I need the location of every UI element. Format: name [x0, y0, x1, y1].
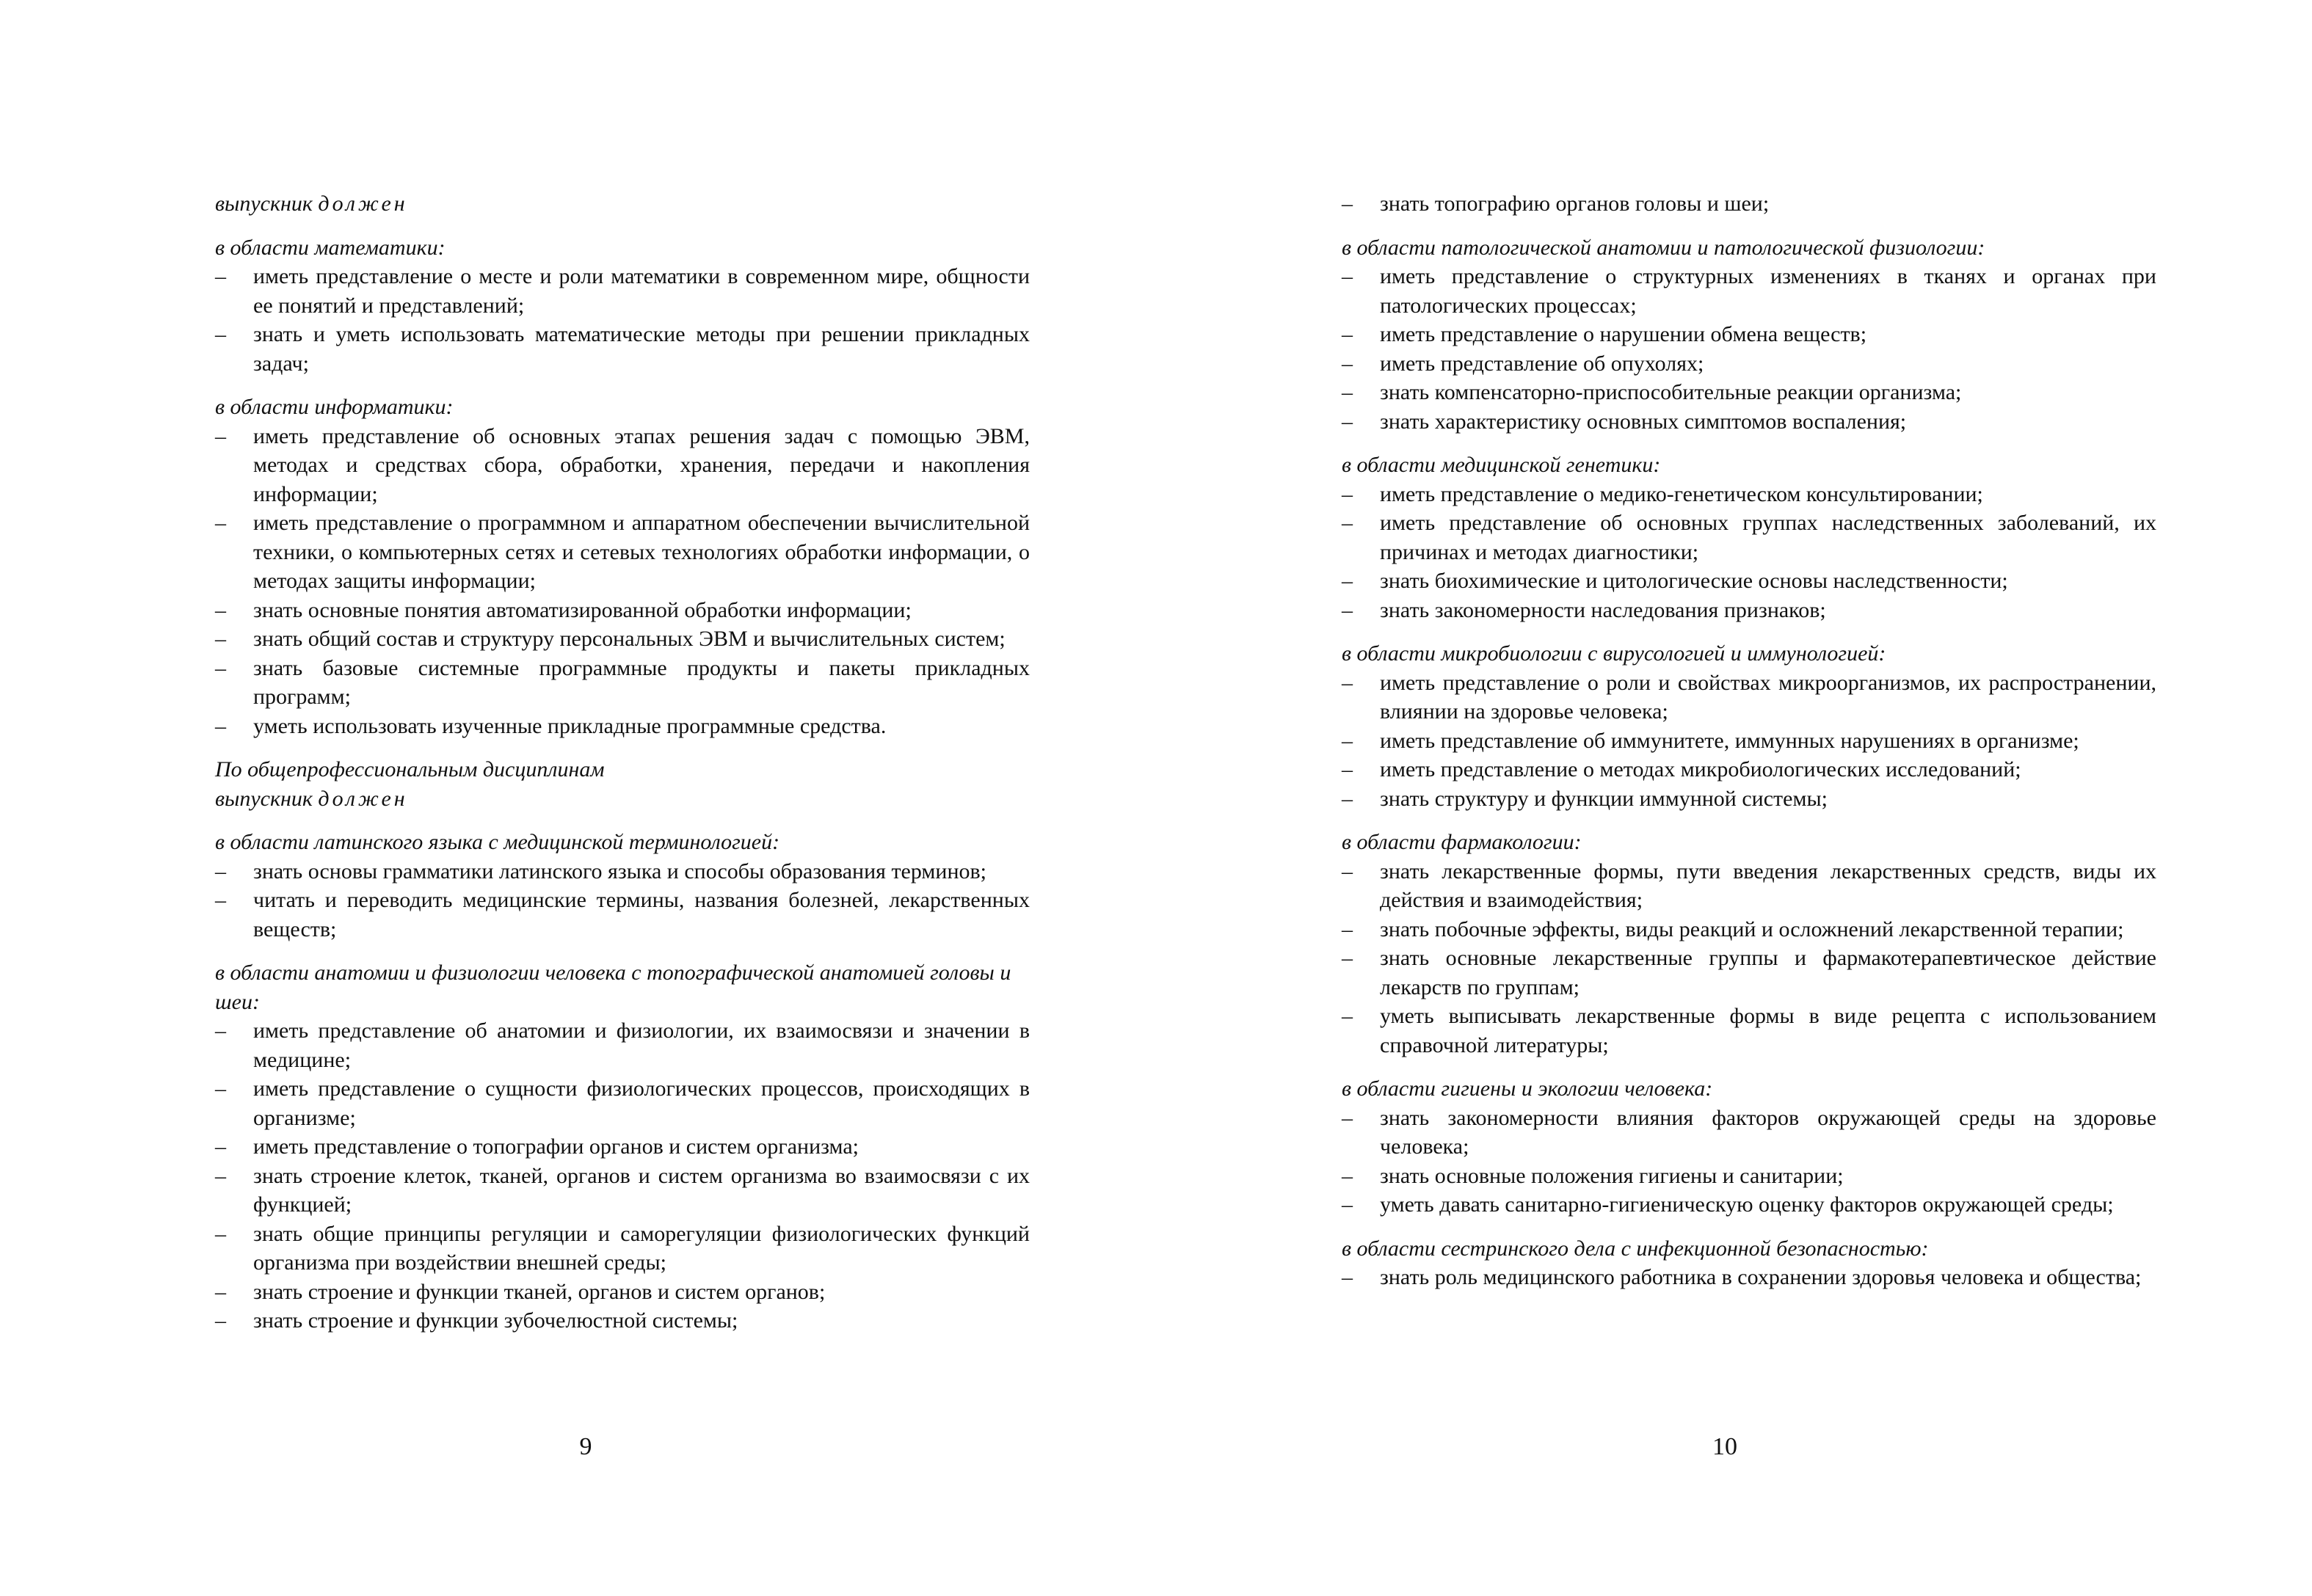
list-item: – знать основные понятия автоматизированной обработки информации; [215, 596, 1030, 625]
page-number: 10 [1712, 1433, 1737, 1460]
dash-marker: – [1342, 597, 1353, 622]
general-professional-heading [215, 755, 1030, 813]
list-item: – знать закономерности наследования признаков; [1342, 596, 2156, 625]
dash-marker: – [215, 1308, 226, 1333]
dash-marker: – [1342, 351, 1353, 376]
dash-marker: – [215, 859, 226, 883]
list-item: – знать общие принципы регуляции и саморегуляции физиологических функций организма при воздействии внешней среды; [215, 1220, 1030, 1278]
list-item: – знать побочные эффекты, виды реакций и осложнений лекарственной терапии; [1342, 915, 2156, 944]
dash-marker: – [215, 1163, 226, 1188]
dash-marker: – [215, 322, 226, 346]
dash-marker: – [1342, 670, 1353, 695]
dash-marker: – [1342, 859, 1353, 883]
item-list [1342, 857, 2156, 1060]
list-item: – иметь представление о нарушении обмена веществ; [1342, 320, 2156, 349]
list-item: – знать лекарственные формы, пути введения лекарственных средств, виды их действия и взаимодействия; [1342, 857, 2156, 915]
dash-marker: – [1342, 1105, 1353, 1130]
left-page-content [215, 189, 1030, 1350]
section-heading: в области информатики: [215, 395, 454, 419]
dash-marker: – [1342, 1163, 1353, 1188]
section-hygiene [1342, 1074, 2156, 1220]
item-list [215, 422, 1030, 741]
section-genetics [1342, 451, 2156, 624]
dash-marker: – [215, 1221, 226, 1246]
dash-marker: – [1342, 917, 1353, 941]
section-heading: в области анатомии и физиологии человека с топографической анатомией головы и шеи: [215, 961, 1011, 1014]
graduate-must-heading: выпускник должен [215, 192, 408, 216]
section-nursing [1342, 1234, 2156, 1292]
list-item: – иметь представление о месте и роли математики в современном мире, общности ее понятий и представлений; [215, 262, 1030, 320]
dash-marker: – [1342, 1192, 1353, 1217]
item-list [215, 857, 1030, 944]
page-number: 9 [579, 1433, 592, 1460]
list-item: – читать и переводить медицинские термины, названия болезней, лекарственных веществ; [215, 886, 1030, 944]
dash-marker: – [1342, 1265, 1353, 1289]
list-item: – знать структуру и функции иммунной системы; [1342, 784, 2156, 814]
list-item: – уметь давать санитарно-гигиеническую оценку факторов окружающей среды; [1342, 1190, 2156, 1220]
item-list [1342, 1263, 2156, 1292]
list-item: – знать основные лекарственные группы и фармакотерапевтическое действие лекарств по группам; [1342, 944, 2156, 1002]
dash-marker: – [215, 1134, 226, 1159]
list-item: – знать базовые системные программные продукты и пакеты прикладных программ; [215, 654, 1030, 712]
dash-marker: – [215, 627, 226, 651]
dash-marker: – [1342, 1004, 1353, 1028]
list-item: – знать компенсаторно-приспособительные реакции организма; [1342, 378, 2156, 407]
dash-marker: – [215, 713, 226, 738]
list-item: – уметь использовать изученные прикладные программные средства. [215, 712, 1030, 741]
right-page [1156, 0, 2312, 1596]
list-item: – знать биохимические и цитологические основы наследственности; [1342, 566, 2156, 596]
dash-marker: – [215, 888, 226, 912]
list-item: – знать и уметь использовать математические методы при решении прикладных задач; [215, 320, 1030, 378]
list-item: – знать строение клеток, тканей, органов и систем организма во взаимосвязи с их функцией; [215, 1162, 1030, 1220]
list-item: – знать строение и функции тканей, органов и систем органов; [215, 1278, 1030, 1307]
list-item: – знать строение и функции зубочелюстной системы; [215, 1306, 1030, 1336]
section-pharmacology [1342, 828, 2156, 1060]
dash-marker: – [1342, 380, 1353, 404]
dash-marker: – [215, 511, 226, 535]
right-page-content [1342, 189, 2156, 1307]
dash-marker: – [1342, 569, 1353, 593]
dash-marker: – [1342, 786, 1353, 811]
dash-marker: – [1342, 481, 1353, 506]
dash-marker: – [215, 423, 226, 448]
dash-marker: – [215, 1019, 226, 1043]
section-microbiology [1342, 639, 2156, 813]
section-heading: в области латинского языка с медицинской терминологией: [215, 830, 780, 854]
section-heading: в области гигиены и экологии человека: [1342, 1076, 1713, 1101]
graduate-must-heading-2: выпускник должен [215, 786, 408, 811]
section-heading: в области патологической анатомии и патологической физиологии: [1342, 235, 1985, 260]
list-item: – иметь представление о роли и свойствах микроорганизмов, их распространении, влиянии на здоровье человека; [1342, 668, 2156, 726]
list-item: – знать топографию органов головы и шеи; [1342, 189, 2156, 219]
item-list [1342, 1104, 2156, 1220]
section-heading: в области медицинской генетики: [1342, 453, 1661, 477]
list-item: – уметь выписывать лекарственные формы в виде рецепта с использованием справочной литературы; [1342, 1002, 2156, 1060]
item-list [1342, 189, 2156, 219]
section-informatics [215, 393, 1030, 740]
section-math [215, 233, 1030, 379]
general-prof-title: По общепрофессиональным дисциплинам [215, 757, 605, 781]
dash-marker: – [1342, 322, 1353, 346]
section-heading: в области математики: [215, 235, 446, 260]
dash-marker: – [1342, 757, 1353, 781]
list-item: – знать общий состав и структуру персональных ЭВМ и вычислительных систем; [215, 624, 1030, 654]
item-list [1342, 480, 2156, 625]
dash-marker: – [215, 1076, 226, 1101]
list-item: – иметь представление об опухолях; [1342, 349, 2156, 379]
list-item: – иметь представление о методах микробиологических исследований; [1342, 755, 2156, 784]
list-item: – знать закономерности влияния факторов окружающей среды на здоровье человека; [1342, 1104, 2156, 1162]
list-item: – иметь представление о топографии органов и систем организма; [215, 1132, 1030, 1162]
dash-marker: – [215, 1279, 226, 1304]
item-list [1342, 262, 2156, 436]
dash-marker: – [1342, 946, 1353, 970]
dash-marker: – [1342, 409, 1353, 434]
list-item: – знать роль медицинского работника в сохранении здоровья человека и общества; [1342, 1263, 2156, 1292]
section-pathology [1342, 233, 2156, 437]
section-heading: в области сестринского дела с инфекционной безопасностью: [1342, 1236, 1929, 1261]
section-anatomy [215, 958, 1030, 1336]
list-item: – иметь представление об основных этапах решения задач с помощью ЭВМ, методах и средствах сбора, обработки, хранения, передачи и накопления информации; [215, 422, 1030, 509]
item-list [215, 262, 1030, 378]
list-item: – иметь представление о медико-генетическом консультировании; [1342, 480, 2156, 509]
dash-marker: – [215, 264, 226, 288]
list-item: – иметь представление о структурных изменениях в тканях и органах при патологических процессах; [1342, 262, 2156, 320]
dash-marker: – [215, 655, 226, 680]
dash-marker: – [1342, 511, 1353, 535]
list-item: – знать основные положения гигиены и санитарии; [1342, 1162, 2156, 1191]
dash-marker: – [1342, 264, 1353, 288]
list-item: – знать характеристику основных симптомов воспаления; [1342, 407, 2156, 437]
dash-marker: – [1342, 728, 1353, 753]
dash-marker: – [215, 597, 226, 622]
list-item: – иметь представление о сущности физиологических процессов, происходящих в организме; [215, 1074, 1030, 1132]
item-list [215, 1016, 1030, 1336]
section-heading: в области микробиологии с вирусологией и иммунологией: [1342, 641, 1886, 666]
dash-marker: – [1342, 192, 1353, 216]
section-latin [215, 828, 1030, 944]
section-heading: в области фармакологии: [1342, 830, 1582, 854]
section-continued [1342, 189, 2156, 219]
list-item: – иметь представление об основных группах наследственных заболеваний, их причинах и методах диагностики; [1342, 509, 2156, 566]
item-list [1342, 668, 2156, 814]
list-item: – иметь представление об иммунитете, иммунных нарушениях в организме; [1342, 726, 2156, 756]
list-item: – иметь представление об анатомии и физиологии, их взаимосвязи и значении в медицине; [215, 1016, 1030, 1074]
list-item: – иметь представление о программном и аппаратном обеспечении вычислительной техники, о компьютерных сетях и сетевых технологиях обработки информации, о методах защиты информации; [215, 509, 1030, 596]
list-item: – знать основы грамматики латинского языка и способы образования терминов; [215, 857, 1030, 886]
